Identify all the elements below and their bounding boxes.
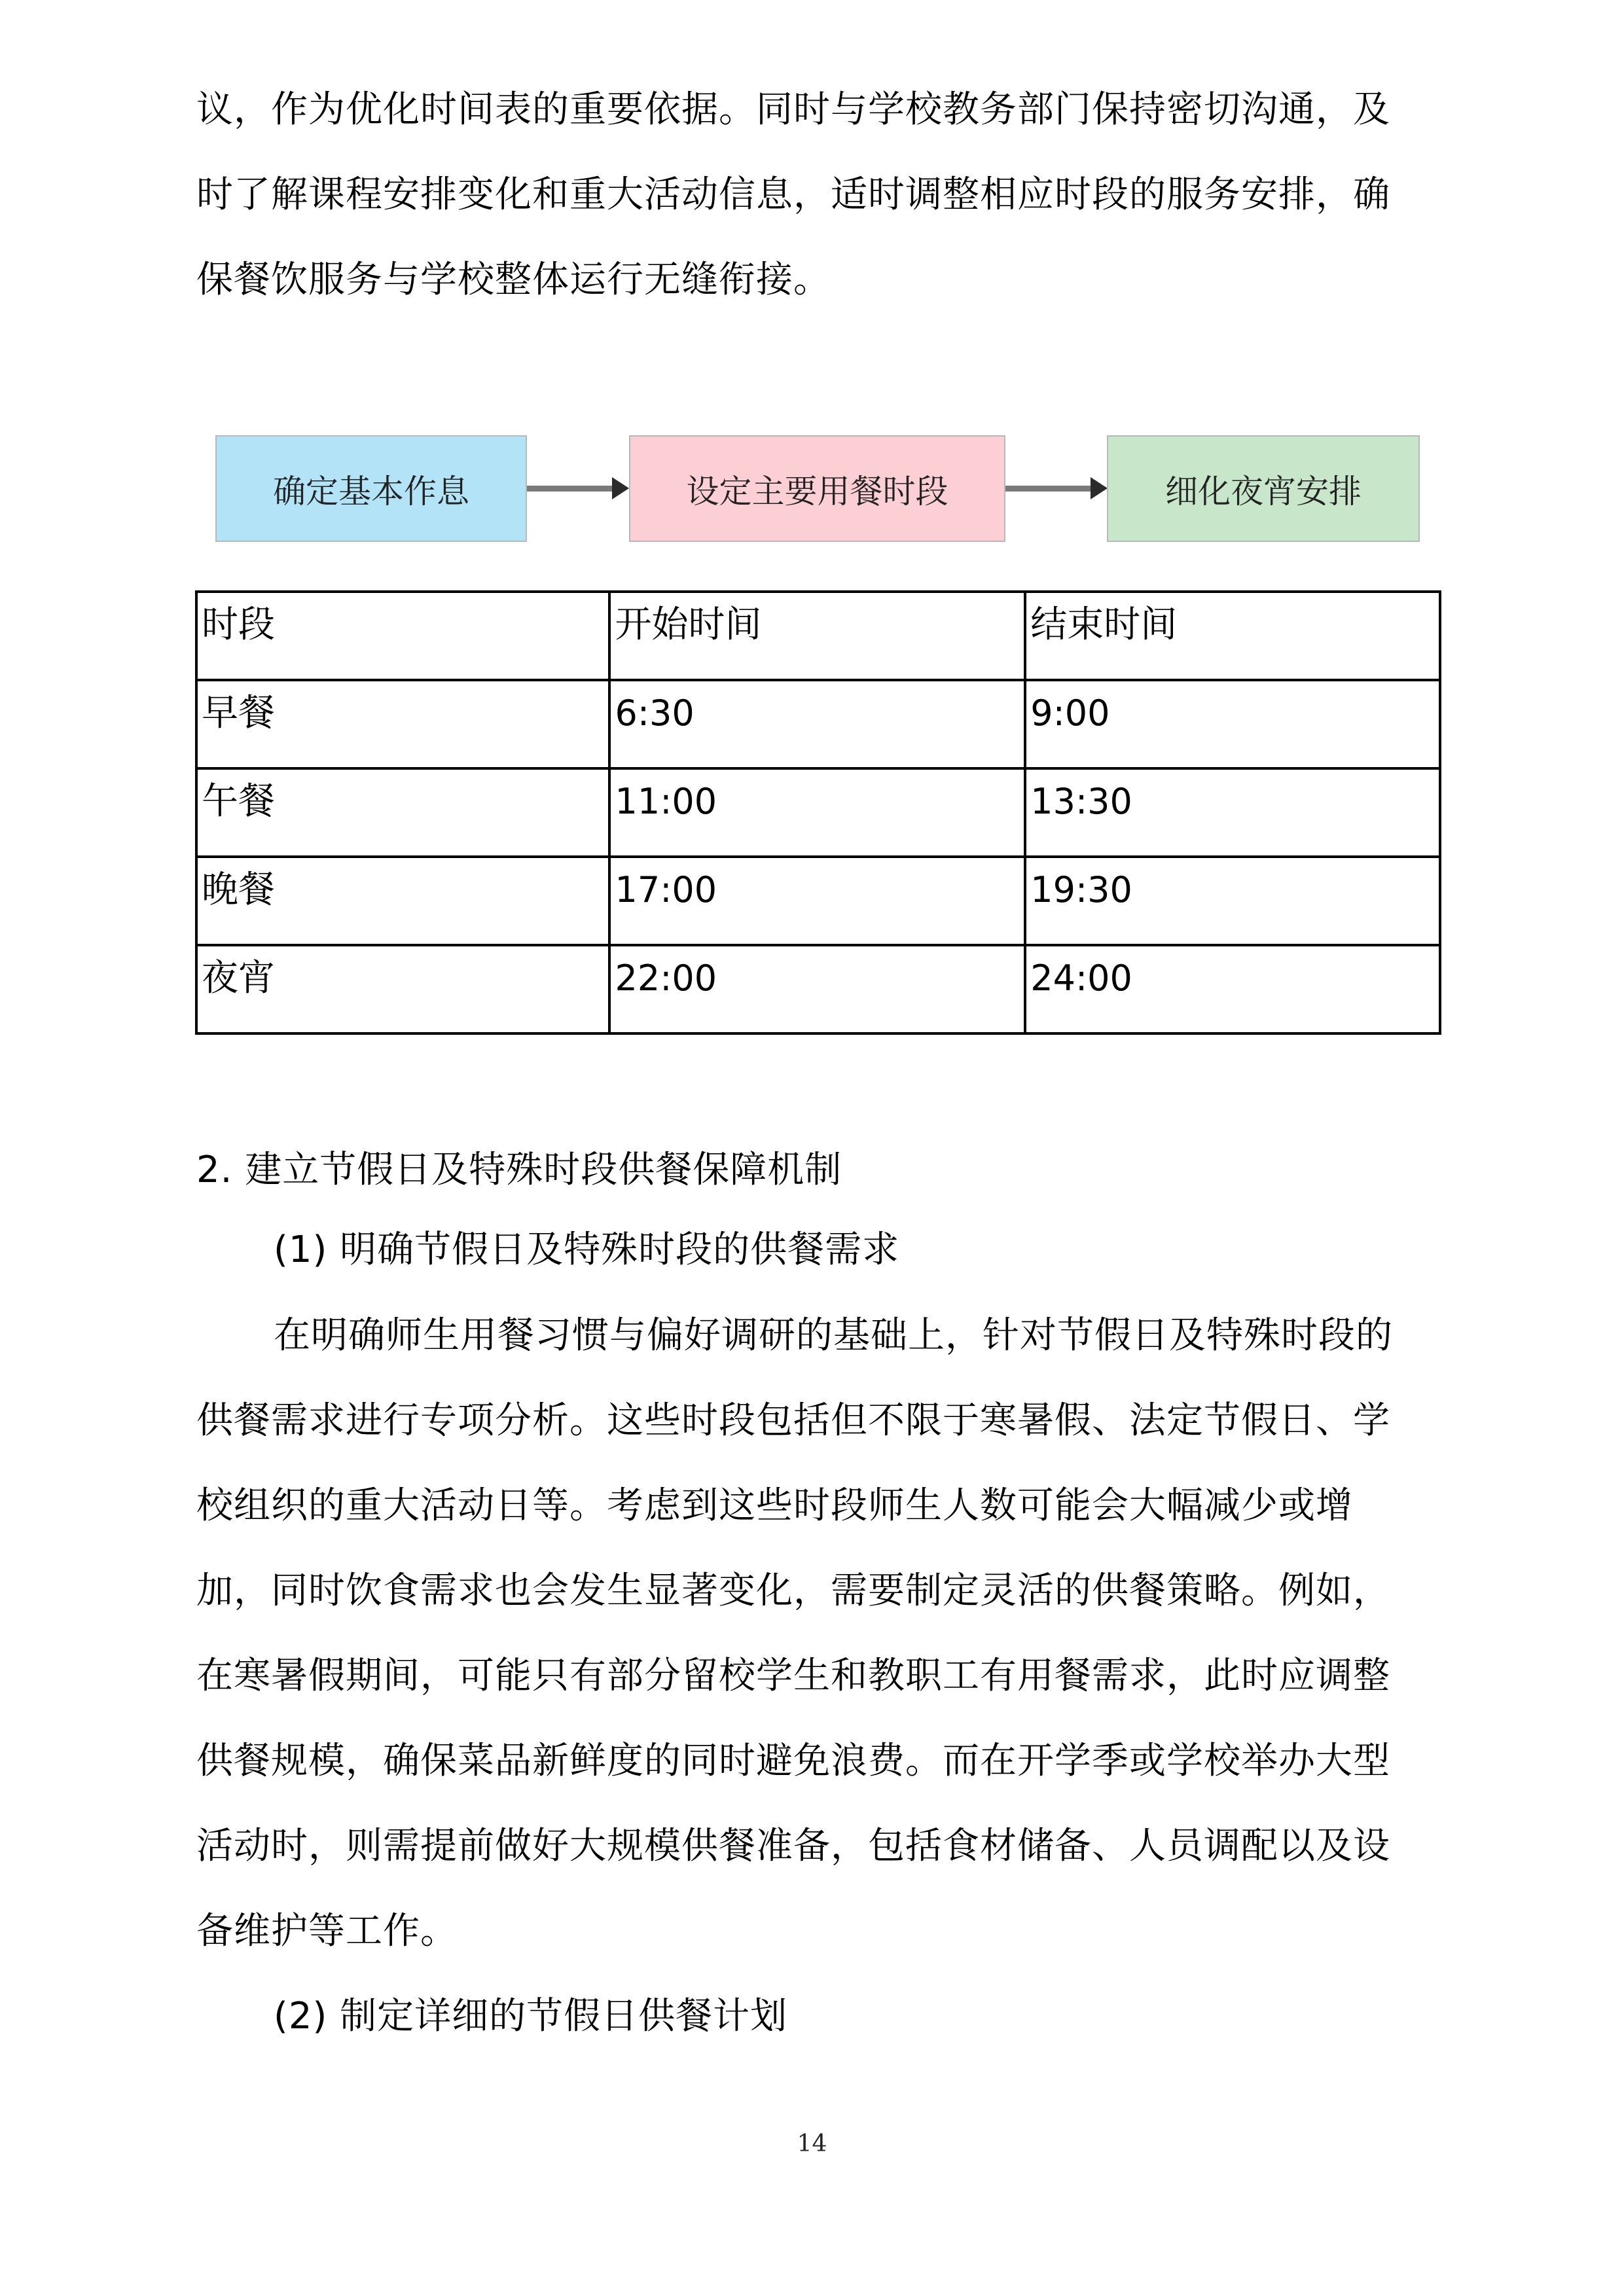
cell-end: 9:00	[1025, 680, 1440, 768]
flow-step-night-snack: 细化夜宵安排	[1107, 435, 1420, 542]
arrow-right-icon	[1005, 486, 1092, 492]
flow-step-basic-schedule: 确定基本作息	[215, 435, 527, 542]
text-line: 在寒暑假期间，可能只有部分留校学生和教职工有用餐需求，此时应调整	[196, 1655, 1390, 1697]
text-line: 备维护等工作。	[196, 1910, 458, 1952]
table-row	[196, 768, 1440, 857]
section-heading: 2. 建立节假日及特殊时段供餐保障机制	[196, 1149, 842, 1191]
header-cell-period: 时段	[196, 592, 609, 680]
text-line: 供餐需求进行专项分析。这些时段包括但不限于寒暑假、法定节假日、学	[196, 1399, 1390, 1442]
cell-start: 11:00	[609, 768, 1025, 857]
text-line: 在明确师生用餐习惯与偏好调研的基础上，针对节假日及特殊时段的	[274, 1314, 1393, 1357]
cell-start: 17:00	[609, 857, 1025, 945]
page-number: 14	[797, 2130, 827, 2157]
text-line: 时了解课程安排变化和重大活动信息，适时调整相应时段的服务安排，确	[196, 173, 1390, 216]
cell-end: 24:00	[1025, 945, 1440, 1033]
header-cell-start: 开始时间	[609, 592, 1025, 680]
table-header-row	[196, 592, 1440, 680]
cell-start: 6:30	[609, 680, 1025, 768]
cell-period: 晚餐	[196, 857, 609, 945]
arrow-head-icon	[612, 477, 629, 499]
text-line: 活动时，则需提前做好大规模供餐准备，包括食材储备、人员调配以及设	[196, 1825, 1390, 1867]
arrow-head-icon	[1091, 477, 1108, 499]
text-line: 加，同时饮食需求也会发生显著变化，需要制定灵活的供餐策略。例如，	[196, 1570, 1390, 1612]
cell-period: 早餐	[196, 680, 609, 768]
cell-end: 19:30	[1025, 857, 1440, 945]
cell-period: 午餐	[196, 768, 609, 857]
text-line: 议，作为优化时间表的重要依据。同时与学校教务部门保持密切沟通，及	[196, 88, 1390, 131]
flow-step-main-meal-times: 设定主要用餐时段	[629, 435, 1005, 542]
subsection-heading-2: (2) 制定详细的节假日供餐计划	[274, 1995, 788, 2037]
text-line: 供餐规模，确保菜品新鲜度的同时避免浪费。而在开学季或学校举办大型	[196, 1740, 1390, 1782]
table-row	[196, 680, 1440, 768]
cell-period: 夜宵	[196, 945, 609, 1033]
header-cell-end: 结束时间	[1025, 592, 1440, 680]
table-row	[196, 945, 1440, 1033]
subsection-heading-1: (1) 明确节假日及特殊时段的供餐需求	[274, 1229, 900, 1271]
arrow-right-icon	[527, 486, 613, 492]
cell-end: 13:30	[1025, 768, 1440, 857]
table-row	[196, 857, 1440, 945]
cell-start: 22:00	[609, 945, 1025, 1033]
text-line: 保餐饮服务与学校整体运行无缝衔接。	[196, 259, 831, 301]
meal-schedule-table	[195, 590, 1441, 1035]
text-line: 校组织的重大活动日等。考虑到这些时段师生人数可能会大幅减少或增	[196, 1484, 1353, 1527]
